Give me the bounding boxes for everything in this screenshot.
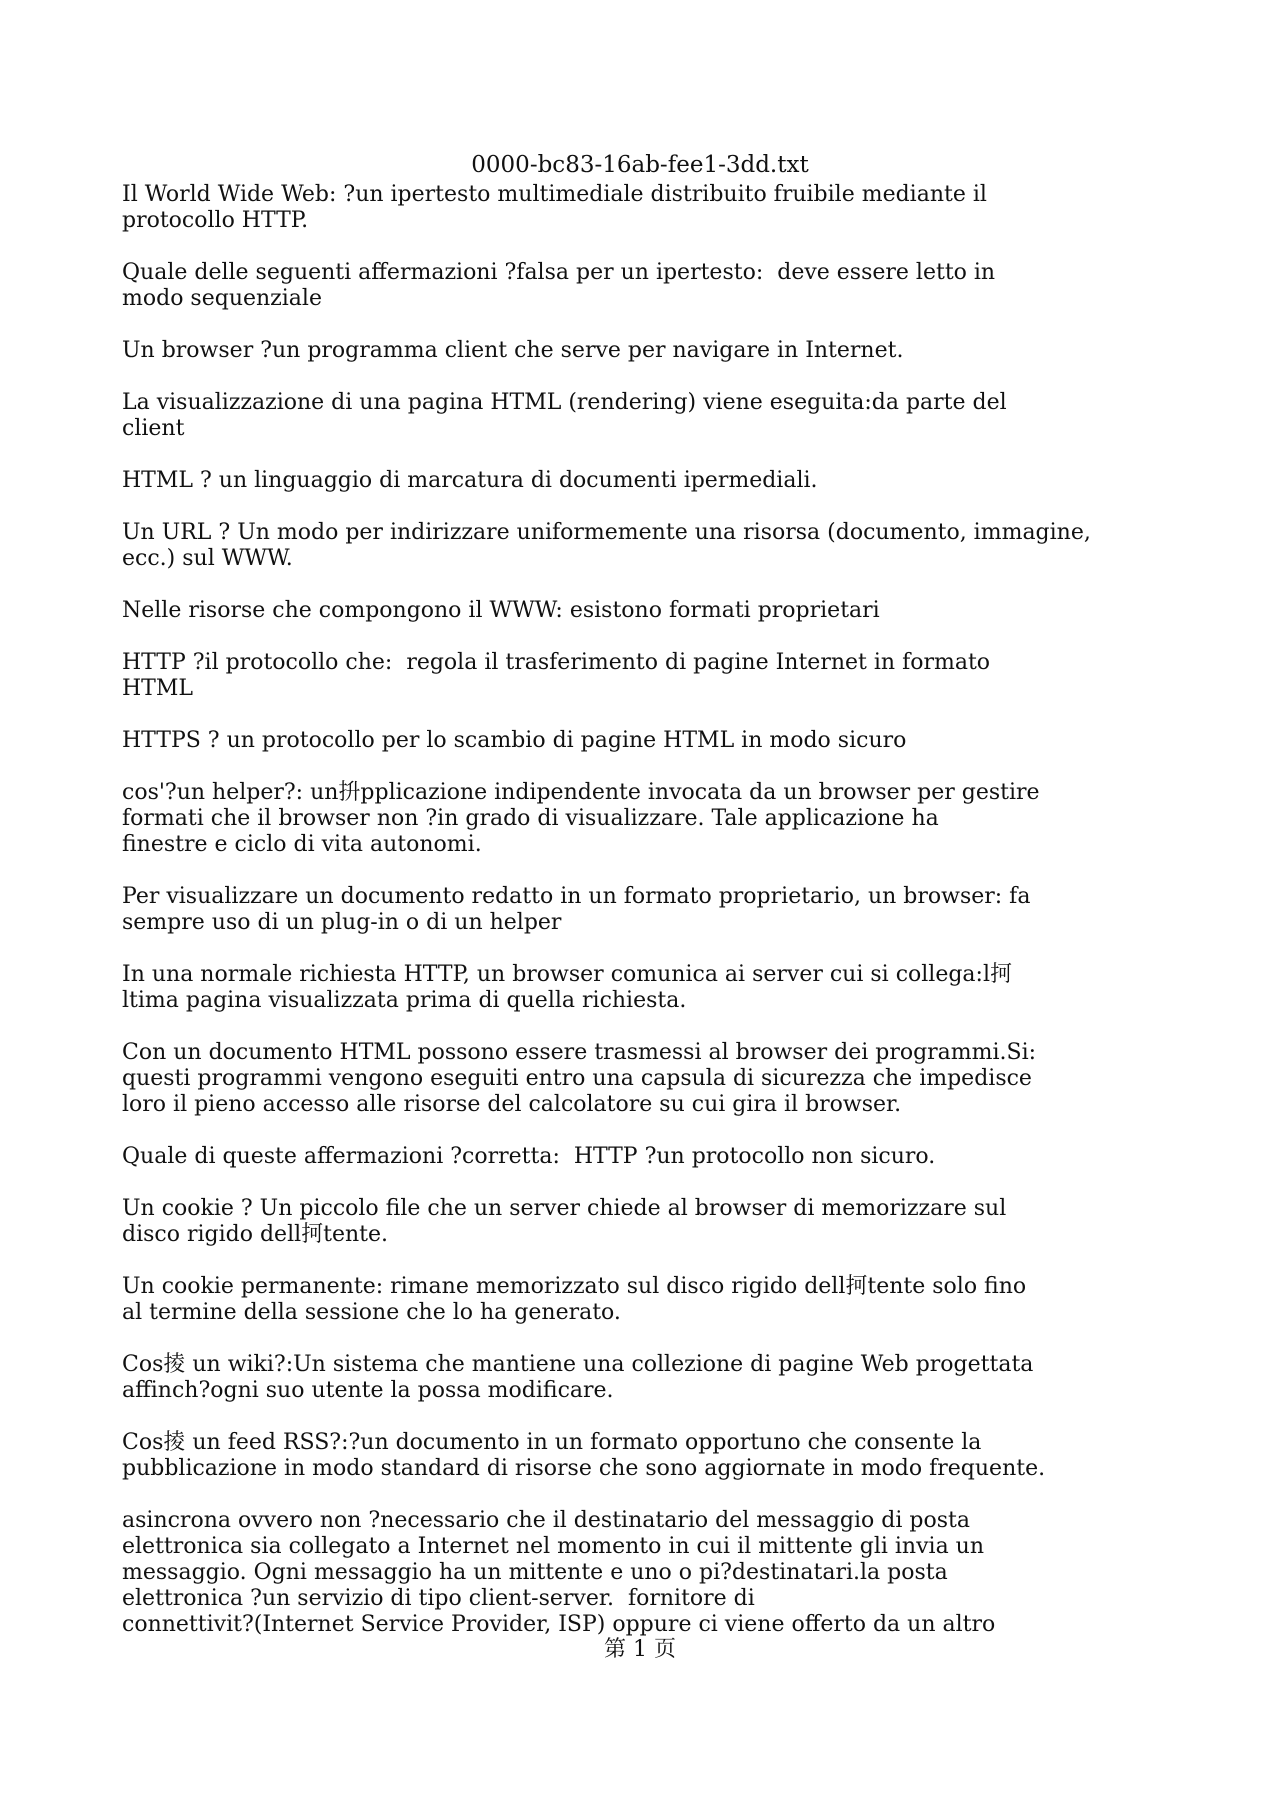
text-line: client [122, 416, 185, 441]
text-line: Il World Wide Web: ?un ipertesto multimediale distribuito fruibile mediante il [122, 182, 987, 207]
file-name-header: 0000-bc83-16ab-fee1-3dd.txt [471, 152, 809, 178]
paragraph [122, 728, 1192, 754]
text-line: ltima pagina visualizzata prima di quella richiesta. [122, 988, 687, 1013]
text-line: questi programmi vengono eseguiti entro una capsula di sicurezza che impedisce [122, 1066, 1032, 1091]
paragraph [122, 1040, 1192, 1118]
text-line: HTML [122, 676, 193, 701]
paragraph [122, 1274, 1192, 1326]
text-line: La visualizzazione di una pagina HTML (rendering) viene eseguita:da parte del [122, 390, 1007, 415]
paragraph [122, 468, 1192, 494]
text-line: protocollo HTTP. [122, 208, 309, 233]
paragraph [122, 390, 1192, 442]
text-line: Quale delle seguenti affermazioni ?falsa per un ipertesto: deve essere letto in [122, 260, 996, 285]
text-line: disco rigido dell抲tente. [122, 1222, 389, 1247]
text-line: finestre e ciclo di vita autonomi. [122, 832, 482, 857]
page-number-footer: 第 1 页 [604, 1637, 676, 1662]
text-line: HTTPS ? un protocollo per lo scambio di pagine HTML in modo sicuro [122, 728, 907, 753]
paragraph [122, 1144, 1192, 1170]
paragraph [122, 338, 1192, 364]
text-line: modo sequenziale [122, 286, 322, 311]
text-line: sempre uso di un plug-in o di un helper [122, 910, 562, 935]
text-line: pubblicazione in modo standard di risorse che sono aggiornate in modo frequente. [122, 1456, 1046, 1481]
text-line: Un browser ?un programma client che serve per navigare in Internet. [122, 338, 904, 363]
text-line: Quale di queste affermazioni ?corretta: HTTP ?un protocollo non sicuro. [122, 1144, 936, 1169]
text-line: Un cookie permanente: rimane memorizzato sul disco rigido dell抲tente solo fino [122, 1274, 1027, 1299]
text-line: elettronica sia collegato a Internet nel momento in cui il mittente gli invia un [122, 1534, 985, 1559]
text-line: cos'?un helper?: un抍pplicazione indipendente invocata da un browser per gestire [122, 780, 1040, 805]
paragraph [122, 650, 1192, 702]
text-line: Un URL ? Un modo per indirizzare uniformemente una risorsa (documento, immagine, [122, 520, 1091, 545]
document-body [122, 182, 1192, 1638]
paragraph [122, 520, 1192, 572]
text-line: loro il pieno accesso alle risorse del calcolatore su cui gira il browser. [122, 1092, 902, 1117]
text-line: HTTP ?il protocollo che: regola il trasferimento di pagine Internet in formato [122, 650, 991, 675]
text-line: Con un documento HTML possono essere trasmessi al browser dei programmi.Si: [122, 1040, 1037, 1065]
text-line: HTML ? un linguaggio di marcatura di documenti ipermediali. [122, 468, 818, 493]
text-line: Cos掕 un feed RSS?:?un documento in un formato opportuno che consente la [122, 1430, 982, 1455]
paragraph [122, 1508, 1192, 1638]
paragraph [122, 260, 1192, 312]
text-line: affinch?ogni suo utente la possa modificare. [122, 1378, 614, 1403]
text-line: Un cookie ? Un piccolo file che un server chiede al browser di memorizzare sul [122, 1196, 1007, 1221]
paragraph [122, 1196, 1192, 1248]
text-line: In una normale richiesta HTTP, un browser comunica ai server cui si collega:l抲 [122, 962, 1013, 987]
text-line: formati che il browser non ?in grado di visualizzare. Tale applicazione ha [122, 806, 939, 831]
paragraph [122, 962, 1192, 1014]
paragraph [122, 1430, 1192, 1482]
text-line: elettronica ?un servizio di tipo client-server. fornitore di [122, 1586, 755, 1611]
text-line: messaggio. Ogni messaggio ha un mittente e uno o pi?destinatari.la posta [122, 1560, 948, 1585]
text-line: al termine della sessione che lo ha generato. [122, 1300, 621, 1325]
paragraph [122, 182, 1192, 234]
text-line: Cos掕 un wiki?:Un sistema che mantiene una collezione di pagine Web progettata [122, 1352, 1034, 1377]
text-line: connettivit?(Internet Service Provider, ISP) oppure ci viene offerto da un altro [122, 1612, 996, 1637]
paragraph [122, 1352, 1192, 1404]
paragraph [122, 780, 1192, 858]
text-line: asincrona ovvero non ?necessario che il destinatario del messaggio di posta [122, 1508, 970, 1533]
paragraph [122, 598, 1192, 624]
text-line: Nelle risorse che compongono il WWW: esistono formati proprietari [122, 598, 880, 623]
text-line: ecc.) sul WWW. [122, 546, 293, 571]
paragraph [122, 884, 1192, 936]
text-line: Per visualizzare un documento redatto in un formato proprietario, un browser: fa [122, 884, 1031, 909]
